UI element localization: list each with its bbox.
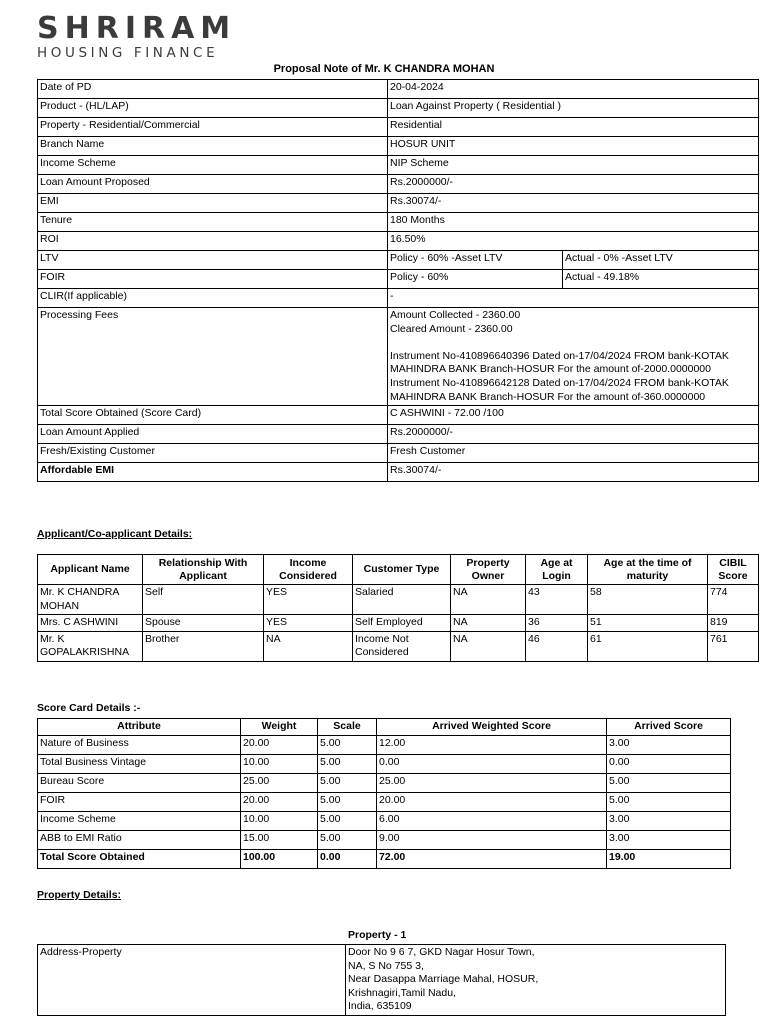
table-cell: Mr. K CHANDRA MOHAN: [38, 585, 143, 615]
table-row: [38, 615, 759, 632]
table-cell: ABB to EMI Ratio: [38, 830, 241, 849]
table-cell: 10.00: [241, 754, 318, 773]
table-cell: 10.00: [241, 811, 318, 830]
table-row: [38, 251, 759, 270]
table-cell: FOIR: [38, 792, 241, 811]
table-cell: 5.00: [318, 735, 377, 754]
row-value: Rs.2000000/-: [388, 425, 759, 444]
table-cell: 5.00: [318, 773, 377, 792]
table-cell: Brother: [143, 631, 264, 661]
column-header: Age at Login: [526, 555, 588, 585]
table-cell: 3.00: [607, 830, 731, 849]
row-label: Product - (HL/LAP): [38, 99, 388, 118]
table-cell: 3.00: [607, 811, 731, 830]
table-cell: 5.00: [318, 754, 377, 773]
row-label: Processing Fees: [38, 308, 388, 406]
table-row: [38, 308, 759, 406]
table-row: [38, 175, 759, 194]
table-row: [38, 735, 731, 754]
table-row: [38, 945, 726, 1016]
table-cell: 5.00: [318, 830, 377, 849]
row-label: Income Scheme: [38, 156, 388, 175]
table-cell: 61: [588, 631, 708, 661]
logo-subtitle: HOUSING FINANCE: [37, 45, 219, 61]
row-policy: Policy - 60% -Asset LTV: [388, 251, 563, 270]
table-row: [38, 811, 731, 830]
company-logo: [37, 11, 237, 62]
row-label: FOIR: [38, 270, 388, 289]
column-header: Attribute: [38, 719, 241, 736]
column-header: Income Considered: [264, 555, 353, 585]
row-label: Branch Name: [38, 137, 388, 156]
table-cell: 43: [526, 585, 588, 615]
column-header: Relationship With Applicant: [143, 555, 264, 585]
page-title: Proposal Note of Mr. K CHANDRA MOHAN: [273, 63, 495, 75]
table-cell: 0.00: [377, 754, 607, 773]
table-cell: Spouse: [143, 615, 264, 632]
row-label: LTV: [38, 251, 388, 270]
table-row: [38, 99, 759, 118]
row-label: Loan Amount Applied: [38, 425, 388, 444]
row-value: 180 Months: [388, 213, 759, 232]
address-line: Krishnagiri,Tamil Nadu,: [348, 986, 456, 999]
address-line: NA, S No 755 3,: [348, 959, 424, 972]
table-row: [38, 406, 759, 425]
table-row: [38, 444, 759, 463]
column-header: Property Owner: [451, 555, 526, 585]
fees-collected: Amount Collected - 2360.00: [390, 309, 521, 321]
row-value: HOSUR UNIT: [388, 137, 759, 156]
table-row: [38, 289, 759, 308]
table-cell: 20.00: [241, 792, 318, 811]
row-value: Fresh Customer: [388, 444, 759, 463]
instrument-2: Instrument No-410896642128 Dated on-17/04/2024 FROM bank-KOTAK MAHINDRA BANK Branch-HOSUR For the amount of-360.0000000: [390, 376, 729, 403]
applicants-heading: Applicant/Co-applicant Details:: [37, 528, 193, 540]
column-header: Scale: [318, 719, 377, 736]
row-label: Affordable EMI: [38, 463, 388, 482]
table-row: [38, 425, 759, 444]
address-line: Near Dasappa Marriage Mahal, HOSUR,: [348, 973, 539, 986]
row-value: Rs.30074/-: [388, 463, 759, 482]
table-cell: 20.00: [377, 792, 607, 811]
table-cell: 20.00: [241, 735, 318, 754]
row-actual: Actual - 0% -Asset LTV: [563, 251, 759, 270]
table-cell: Mrs. C ASHWINI: [38, 615, 143, 632]
row-policy: Policy - 60%: [388, 270, 563, 289]
row-label: ROI: [38, 232, 388, 251]
row-label: Loan Amount Proposed: [38, 175, 388, 194]
table-cell: 819: [708, 615, 759, 632]
table-cell: 0.00: [607, 754, 731, 773]
applicants-table: [37, 554, 759, 662]
table-cell: Self Employed: [353, 615, 451, 632]
table-cell: NA: [451, 585, 526, 615]
property-heading: Property Details:: [37, 889, 122, 901]
row-value: Residential: [388, 118, 759, 137]
address-line: India, 635109: [348, 1000, 412, 1013]
column-header: Arrived Weighted Score: [377, 719, 607, 736]
row-value: Rs.30074/-: [388, 194, 759, 213]
table-row: [38, 773, 731, 792]
table-cell: 9.00: [377, 830, 607, 849]
table-row: [38, 118, 759, 137]
row-label: Total Score Obtained (Score Card): [38, 406, 388, 425]
row-value: Loan Against Property ( Residential ): [388, 99, 759, 118]
row-value: 16.50%: [388, 232, 759, 251]
row-label: CLIR(If applicable): [38, 289, 388, 308]
column-header: Age at the time of maturity: [588, 555, 708, 585]
table-cell: 5.00: [318, 811, 377, 830]
instrument-1: Instrument No-410896640396 Dated on-17/04/2024 FROM bank-KOTAK MAHINDRA BANK Branch-HOSUR For the amount of-2000.0000000: [390, 349, 729, 376]
table-cell: 5.00: [607, 792, 731, 811]
table-cell: Bureau Score: [38, 773, 241, 792]
table-row: [38, 137, 759, 156]
table-cell: 5.00: [607, 773, 731, 792]
column-header: Weight: [241, 719, 318, 736]
column-header: CIBIL Score: [708, 555, 759, 585]
property-label: Address-Property: [38, 945, 346, 1016]
table-cell: Self: [143, 585, 264, 615]
table-cell: 51: [588, 615, 708, 632]
row-value: Rs.2000000/-: [388, 175, 759, 194]
property-address: [346, 945, 726, 1016]
table-row: [38, 270, 759, 289]
table-cell: 774: [708, 585, 759, 615]
row-actual: Actual - 49.18%: [563, 270, 759, 289]
table-row: [38, 754, 731, 773]
table-cell: 100.00: [241, 849, 318, 868]
table-cell: 25.00: [377, 773, 607, 792]
logo-wordmark: SHRIRAM: [37, 11, 237, 46]
row-value: NIP Scheme: [388, 156, 759, 175]
total-row: [38, 849, 731, 868]
table-cell: NA: [451, 631, 526, 661]
scorecard-table: [37, 718, 731, 869]
row-value: 20-04-2024: [388, 80, 759, 99]
table-cell: Total Business Vintage: [38, 754, 241, 773]
proposal-summary-table: [37, 79, 759, 482]
row-label: Property - Residential/Commercial: [38, 118, 388, 137]
table-row: [38, 463, 759, 482]
table-cell: 5.00: [318, 792, 377, 811]
table-cell: 3.00: [607, 735, 731, 754]
table-cell: Nature of Business: [38, 735, 241, 754]
table-cell: YES: [264, 615, 353, 632]
table-cell: Total Score Obtained: [38, 849, 241, 868]
table-cell: NA: [451, 615, 526, 632]
table-cell: NA: [264, 631, 353, 661]
row-value: C ASHWINI - 72.00 /100: [388, 406, 759, 425]
table-row: [38, 585, 759, 615]
table-cell: Income Scheme: [38, 811, 241, 830]
row-label: EMI: [38, 194, 388, 213]
table-cell: 761: [708, 631, 759, 661]
table-cell: YES: [264, 585, 353, 615]
property-title: Property - 1: [348, 929, 407, 941]
table-row: [38, 194, 759, 213]
row-label: Fresh/Existing Customer: [38, 444, 388, 463]
table-cell: 12.00: [377, 735, 607, 754]
table-cell: Salaried: [353, 585, 451, 615]
table-row: [38, 213, 759, 232]
column-header: Customer Type: [353, 555, 451, 585]
fees-cleared: Cleared Amount - 2360.00: [390, 322, 513, 335]
table-row: [38, 80, 759, 99]
row-label: Tenure: [38, 213, 388, 232]
table-cell: 46: [526, 631, 588, 661]
table-cell: 72.00: [377, 849, 607, 868]
property-table: [37, 944, 726, 1016]
table-cell: 58: [588, 585, 708, 615]
row-label: Date of PD: [38, 80, 388, 99]
address-line: Door No 9 6 7, GKD Nagar Hosur Town,: [348, 946, 535, 958]
column-header: Applicant Name: [38, 555, 143, 585]
scorecard-heading: Score Card Details :-: [37, 702, 141, 714]
table-cell: Mr. K GOPALAKRISHNA: [38, 631, 143, 661]
column-header: Arrived Score: [607, 719, 731, 736]
table-cell: 25.00: [241, 773, 318, 792]
table-cell: 19.00: [607, 849, 731, 868]
table-row: [38, 232, 759, 251]
table-row: [38, 156, 759, 175]
table-cell: Income Not Considered: [353, 631, 451, 661]
table-cell: 6.00: [377, 811, 607, 830]
table-row: [38, 631, 759, 661]
processing-fees-detail: [388, 308, 759, 406]
table-cell: 0.00: [318, 849, 377, 868]
row-value: -: [388, 289, 759, 308]
table-row: [38, 830, 731, 849]
table-cell: 36: [526, 615, 588, 632]
table-row: [38, 792, 731, 811]
table-cell: 15.00: [241, 830, 318, 849]
